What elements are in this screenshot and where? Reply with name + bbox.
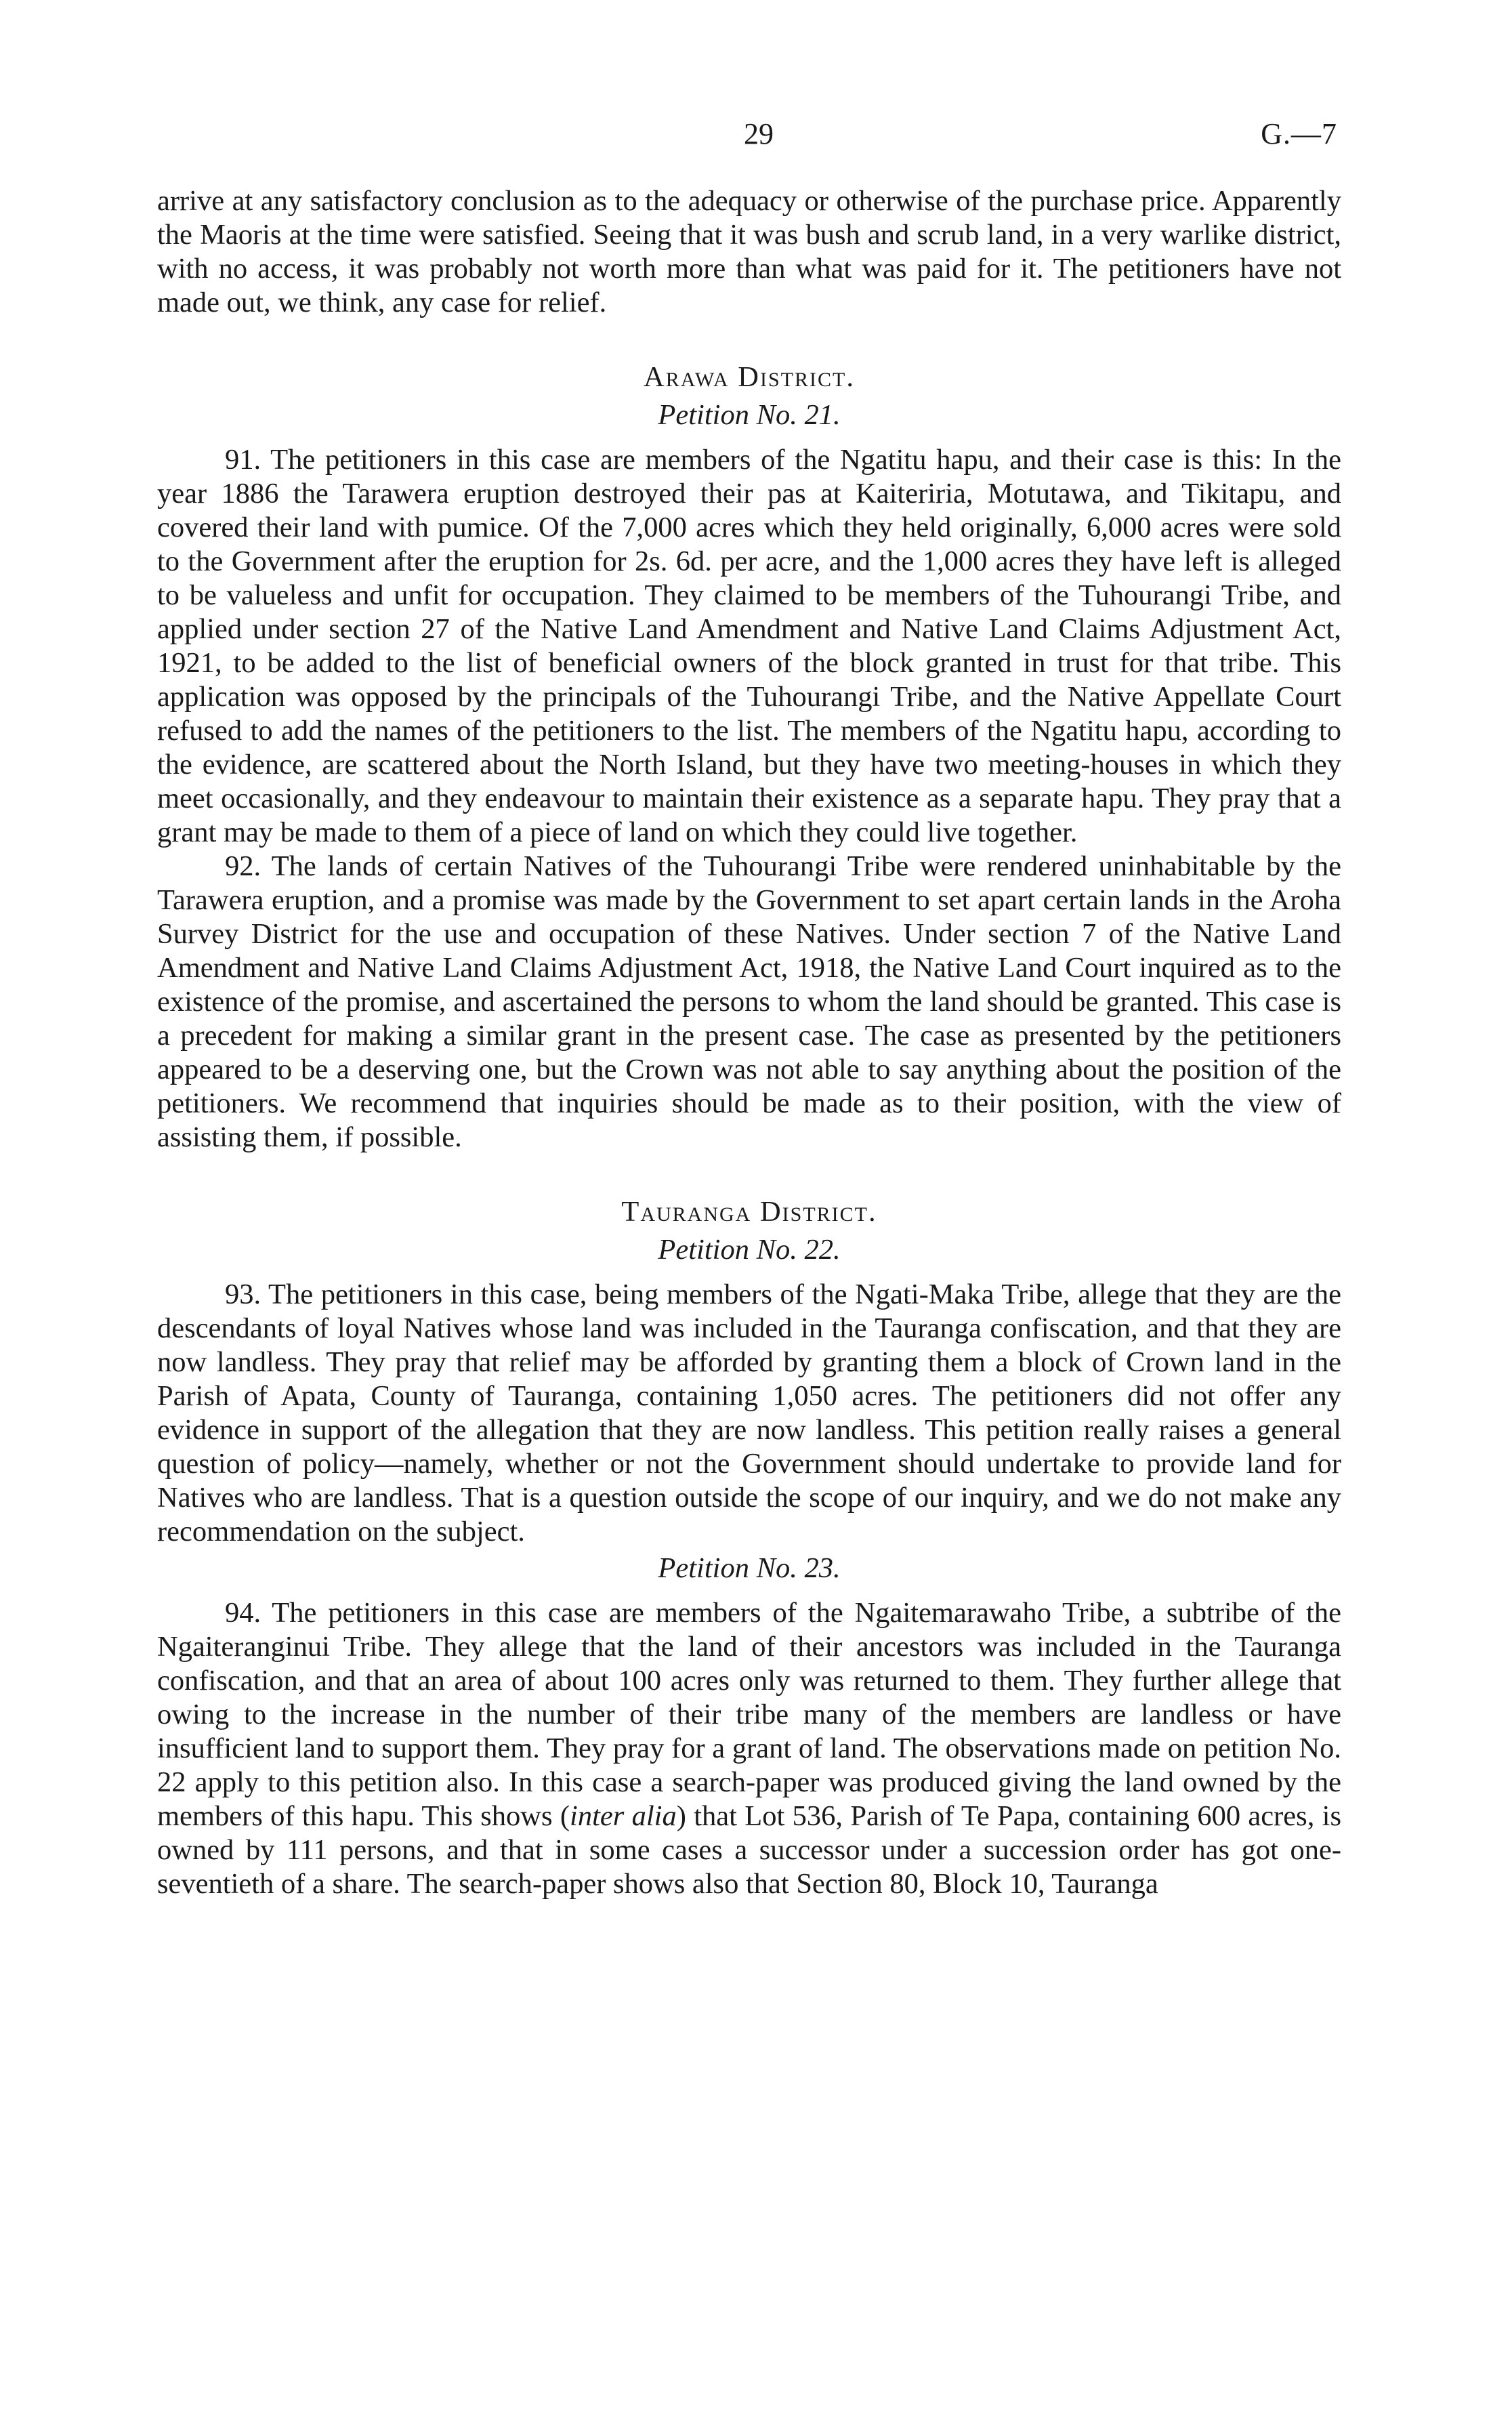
petition-23-title: Petition No. 23. — [658, 1552, 841, 1584]
paragraph-93: 93. The petitioners in this case, being members of the Ngati-Maka Tribe, allege that they are the descendants of loyal Natives whose land was included in the Tauranga confiscation, and that they are now landless. They pray that relief may be afforded by granting them a block of Crown land in the Parish of Apata, County of Tauranga, containing 1,050 acres. The petitioners did not offer any evidence in support of the allegation that they are now landless. This petition really raises a general question of policy—namely, whether or not the Government should undertake to provide land for Natives who are landless. That is a question outside the scope of our inquiry, and we do not make any recommendation on the subject. — [157, 1278, 1341, 1547]
petition-22-title: Petition No. 22. — [658, 1234, 841, 1266]
paragraph-94-text-start: 94. The petitioners in this case are members of the Ngaitemarawaho Tribe, a subtribe of the Ngaiteranginui Tribe. They allege that the land of their ancestors was included in the Tauranga confiscation, and that an area of about 100 acres only was returned to them. They further allege that owing to the increase in the number of their tribe many of the members are landless or have insufficient land to support them. They pray for a grant of land. The observations made on petition No. 22 apply to this petition also. In this case a search-paper was produced giving the land owned by the members of this hapu. This shows ( — [157, 1597, 1341, 1832]
tauranga-district-heading: Tauranga District. — [621, 1196, 877, 1228]
page-number: 29 — [744, 117, 774, 150]
intro-paragraph: arrive at any satisfactory conclusion as to the adequacy or otherwise of the purchase price. Apparently the Maoris at the time were satisfied. Seeing that it was bush and scrub land, in a very warlike district, with no access, it was probably not worth more than what was paid for it. The petitioners have not made out, we think, any case for relief. — [157, 185, 1341, 318]
paragraph-94-text-end: ) that Lot 536, Parish of Te Papa, containing 600 acres, is owned by 111 persons, and that in some cases a successor under a succession order has got one-seventieth of a share. The search-paper shows also that Section 80, Block 10, Tauranga — [157, 1800, 1341, 1900]
paragraph-94 — [157, 1596, 1341, 1901]
paragraph-91: 91. The petitioners in this case are members of the Ngatitu hapu, and their case is this: In the year 1886 the Tarawera eruption destroyed their pas at Kaiteriria, Motutawa, and Tikitapu, and covered their land with pumice. Of the 7,000 acres which they held originally, 6,000 acres were sold to the Government after the eruption for 2s. 6d. per acre, and the 1,000 acres they have left is alleged to be valueless and unfit for occupation. They claimed to be members of the Tuhourangi Tribe, and applied under section 27 of the Native Land Amendment and Native Land Claims Adjustment Act, 1921, to be added to the list of beneficial owners of the block granted in trust for that tribe. This application was opposed by the principals of the Tuhourangi Tribe, and the Native Appellate Court refused to add the names of the petitioners to the list. The members of the Ngatitu hapu, according to the evidence, are scattered about the North Island, but they have two meeting-houses in which they meet occasionally, and they endeavour to maintain their existence as a separate hapu. They pray that a grant may be made to them of a piece of land on which they could live together. — [157, 444, 1341, 848]
document-reference: G.—7 — [1261, 117, 1337, 150]
arawa-district-heading: Arawa District. — [644, 361, 855, 393]
page-header — [0, 115, 1512, 156]
paragraph-94-italic-phrase: inter alia — [570, 1800, 677, 1832]
petition-21-title: Petition No. 21. — [658, 399, 841, 431]
page-body — [157, 184, 1341, 1901]
paragraph-92: 92. The lands of certain Natives of the Tuhourangi Tribe were rendered uninhabitable by the Tarawera eruption, and a promise was made by the Government to set apart certain lands in the Aroha Survey District for the use and occupation of these Natives. Under section 7 of the Native Land Amendment and Native Land Claims Adjustment Act, 1918, the Native Land Court inquired as to the existence of the promise, and ascertained the persons to whom the land should be granted. This case is a precedent for making a similar grant in the present case. The case as presented by the petitioners appeared to be a deserving one, but the Crown was not able to say anything about the position of the petitioners. We recommend that inquiries should be made as to their position, with the view of assisting them, if possible. — [157, 850, 1341, 1153]
